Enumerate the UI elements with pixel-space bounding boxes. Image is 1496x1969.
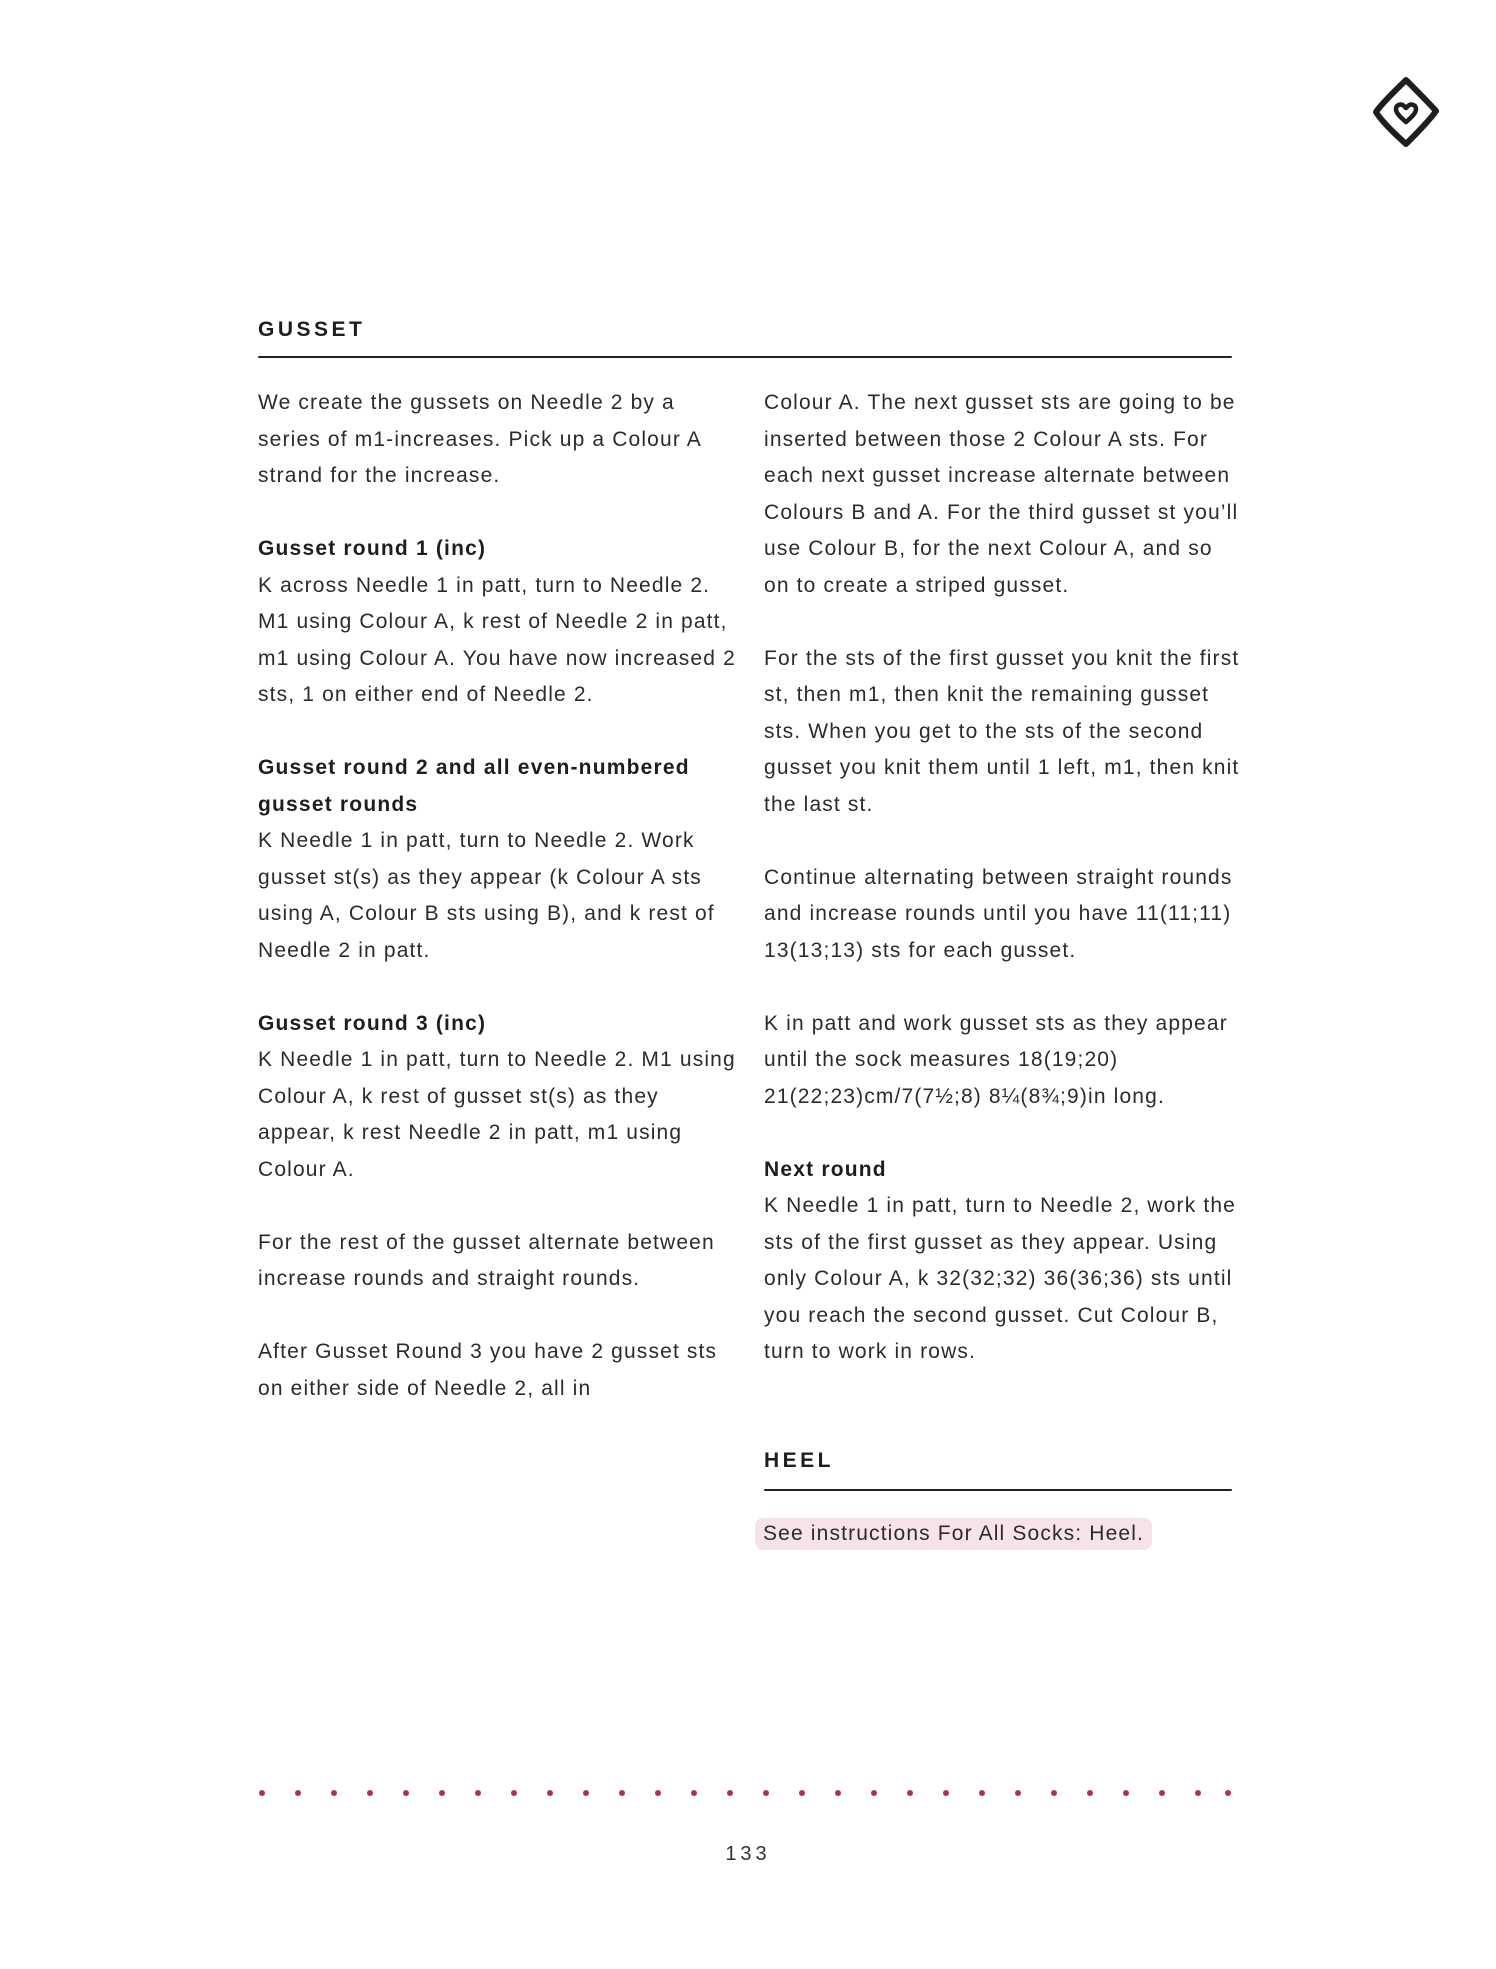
gusset-section-title: GUSSET bbox=[258, 318, 366, 341]
gusset-continue-paragraph: Continue alternating between straight rounds and increase rounds until you have 11(11;11) 13(13;13) sts for each gusset. bbox=[764, 865, 1233, 962]
gusset-round-1-text: K across Needle 1 in patt, turn to Needle 2. M1 using Colour A, k rest of Needle 2 in patt, m1 using Colour A. You have now increased 2 sts, 1 on either end of Needle 2. bbox=[258, 573, 736, 706]
gusset-round-2-text: K Needle 1 in patt, turn to Needle 2. Work gusset st(s) as they appear (k Colour A sts using A, Colour B sts using B), and k rest of Needle 2 in patt. bbox=[258, 829, 715, 962]
gusset-rest-paragraph: For the rest of the gusset alternate between increase rounds and straight rounds. bbox=[258, 1230, 715, 1290]
next-round-heading: Next round bbox=[764, 1157, 887, 1181]
heel-title-rule bbox=[764, 1489, 1232, 1491]
gusset-round-2-heading: Gusset round 2 and all even-numbered gusset rounds bbox=[258, 756, 690, 816]
next-round-text: K Needle 1 in patt, turn to Needle 2, work the sts of the first gusset as they appear. Using only Colour A, k 32(32;32) 36(36;36) sts until you reach the second gusset. Cut Colour B, turn to work in rows. bbox=[764, 1194, 1236, 1363]
gusset-first-gusset-paragraph: For the sts of the first gusset you knit the first st, then m1, then knit the remaining gusset sts. When you get to the sts of the second gusset you knit them until 1 left, m1, then knit the last st. bbox=[764, 646, 1240, 816]
gusset-round-3-heading: Gusset round 3 (inc) bbox=[258, 1011, 487, 1035]
gusset-measure-paragraph: K in patt and work gusset sts as they appear until the sock measures 18(19;20) 21(22;23)cm/7(7½;8) 8¼(8¾;9)in long. bbox=[764, 1011, 1228, 1108]
gusset-title-rule bbox=[258, 356, 1232, 358]
gusset-continued-paragraph: Colour A. The next gusset sts are going to be inserted between those 2 Colour A sts. For each next gusset increase alternate between Colours B and A. For the third gusset st you’ll use Colour B, for the next Colour A, and so on to create a striped gusset. bbox=[764, 391, 1239, 597]
heel-instructions-link[interactable]: See instructions For All Socks: Heel. bbox=[755, 1518, 1152, 1550]
heel-section-title: HEEL bbox=[764, 1449, 835, 1472]
gusset-intro-paragraph: We create the gussets on Needle 2 by a series of m1-increases. Pick up a Colour A strand for the increase. bbox=[258, 391, 701, 487]
gusset-left-column bbox=[258, 385, 738, 1407]
gusset-right-column bbox=[764, 385, 1244, 1371]
page-number: 133 bbox=[725, 1843, 771, 1865]
gusset-round-1-heading: Gusset round 1 (inc) bbox=[258, 537, 487, 560]
gusset-round-3-text: K Needle 1 in patt, turn to Needle 2. M1 using Colour A, k rest of gusset st(s) as they appear, k rest Needle 2 in patt, m1 using Colour A. bbox=[258, 1048, 736, 1181]
decorative-dotted-divider bbox=[252, 1787, 1236, 1799]
gusset-after-round-3-paragraph: After Gusset Round 3 you have 2 gusset sts on either side of Needle 2, all in bbox=[258, 1340, 718, 1400]
diamond-heart-icon bbox=[1370, 74, 1442, 150]
